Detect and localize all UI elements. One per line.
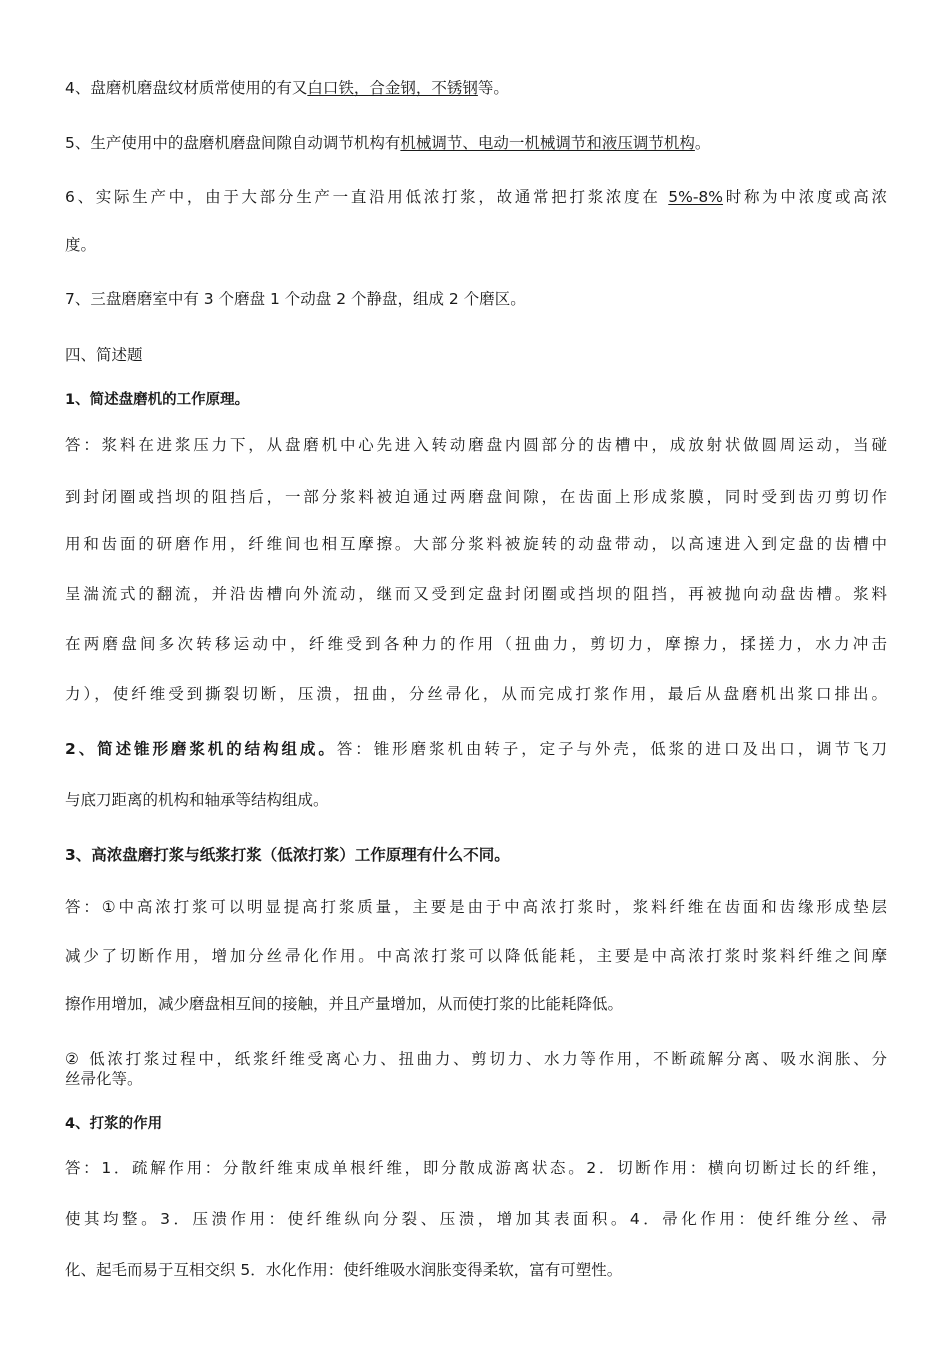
answer-4-line: 使其均整。3．压溃作用：使纤维纵向分裂、压溃，增加其表面积。4．帚化作用：使纤维分丝、帚 [65,1210,887,1228]
answer-3-paragraph-2: 丝帚化等。 [65,1070,143,1088]
answer-2-line: 答：锥形磨浆机由转子，定子与外壳，低浆的进口及出口，调节飞刀 [336,740,887,758]
question-1-title: 1、简述盘磨机的工作原理。 [65,392,250,408]
question-4-title: 4、打浆的作用 [65,1116,163,1132]
fill-item-6-line2: 度。 [65,236,97,254]
answer-4-line: 答：1．疏解作用：分散纤维束成单根纤维，即分散成游离状态。2．切断作用：横向切断过长的纤维， [65,1159,887,1177]
answer-1-line: 力），使纤维受到撕裂切断，压溃，扭曲，分丝帚化，从而完成打浆作用，最后从盘磨机出浆口排出。 [65,685,887,703]
answer-4-line: 化、起毛而易于互相交织 5．水化作用：使纤维吸水润胀变得柔软，富有可塑性。 [65,1261,623,1279]
answer-3-line: 减少了切断作用，增加分丝帚化作用。中高浓打浆可以降低能耗，主要是中高浓打浆时浆料纤维之间摩 [65,947,887,965]
fill-item-6 [65,187,887,207]
answer-1-line: 呈湍流式的翻流，并沿齿槽向外流动，继而又受到定盘封闭圈或挡坝的阻挡，再被抛向动盘齿槽。浆料 [65,585,887,603]
question-2-title: 2、简述锥形磨浆机的结构组成。 [65,740,337,758]
answer-1-line: 用和齿面的研磨作用，纤维间也相互摩擦。大部分浆料被旋转的动盘带动，以高速进入到定盘的齿槽中 [65,535,887,553]
answer-1-line: 答：浆料在进浆压力下，从盘磨机中心先进入转动磨盘内圆部分的齿槽中，成放射状做圆周运动，当碰 [65,436,887,454]
fill-item-5-answer: 机械调节、电动一机械调节和液压调节机构 [400,134,695,152]
fill-item-7: 7、三盘磨磨室中有 3 个磨盘 1 个动盘 2 个静盘，组成 2 个磨区。 [65,290,526,308]
fill-item-5-text: 5、生产使用中的盘磨机磨盘间隙自动调节机构有 [65,134,401,152]
answer-1-line: 到封闭圈或挡坝的阻挡后，一部分浆料被迫通过两磨盘间隙，在齿面上形成浆膜，同时受到齿刃剪切作 [65,488,887,506]
fill-item-4-text: 4、盘磨机磨盘纹材质常使用的有又 [65,79,308,97]
fill-item-5-end: 。 [694,134,711,152]
question-3-title: 3、高浓盘磨打浆与纸浆打浆（低浓打浆）工作原理有什么不同。 [65,846,510,864]
fill-item-4-end: 等。 [477,79,509,97]
answer-3-paragraph-2: ② 低浓打浆过程中，纸浆纤维受离心力、扭曲力、剪切力、水力等作用，不断疏解分离、吸水润胀、分 [65,1050,887,1068]
fill-item-6-answer: 5%-8% [668,188,724,206]
answer-3-line: 擦作用增加，减少磨盘相互间的接触，并且产量增加，从而使打浆的比能耗降低。 [65,995,624,1013]
answer-3-line: 答：①中高浓打浆可以明显提高打浆质量，主要是由于中高浓打浆时，浆料纤维在齿面和齿缘形成垫层 [65,898,887,916]
fill-item-6-end: 时称为中浓度或高浓 [723,188,887,206]
fill-item-5 [65,133,710,153]
fill-item-4 [65,78,509,98]
fill-item-4-answer: 白口铁，合金钢，不锈钢 [307,79,478,97]
answer-2-line: 与底刀距离的机构和轴承等结构组成。 [65,791,329,809]
answer-1-line: 在两磨盘间多次转移运动中，纤维受到各种力的作用（扭曲力，剪切力，摩擦力，揉搓力，水力冲击 [65,635,887,653]
fill-item-6-text: 6、实际生产中，由于大部分生产一直沿用低浓打浆，故通常把打浆浓度在 [65,188,669,206]
section-heading: 四、简述题 [65,346,143,364]
question-2 [65,739,887,759]
